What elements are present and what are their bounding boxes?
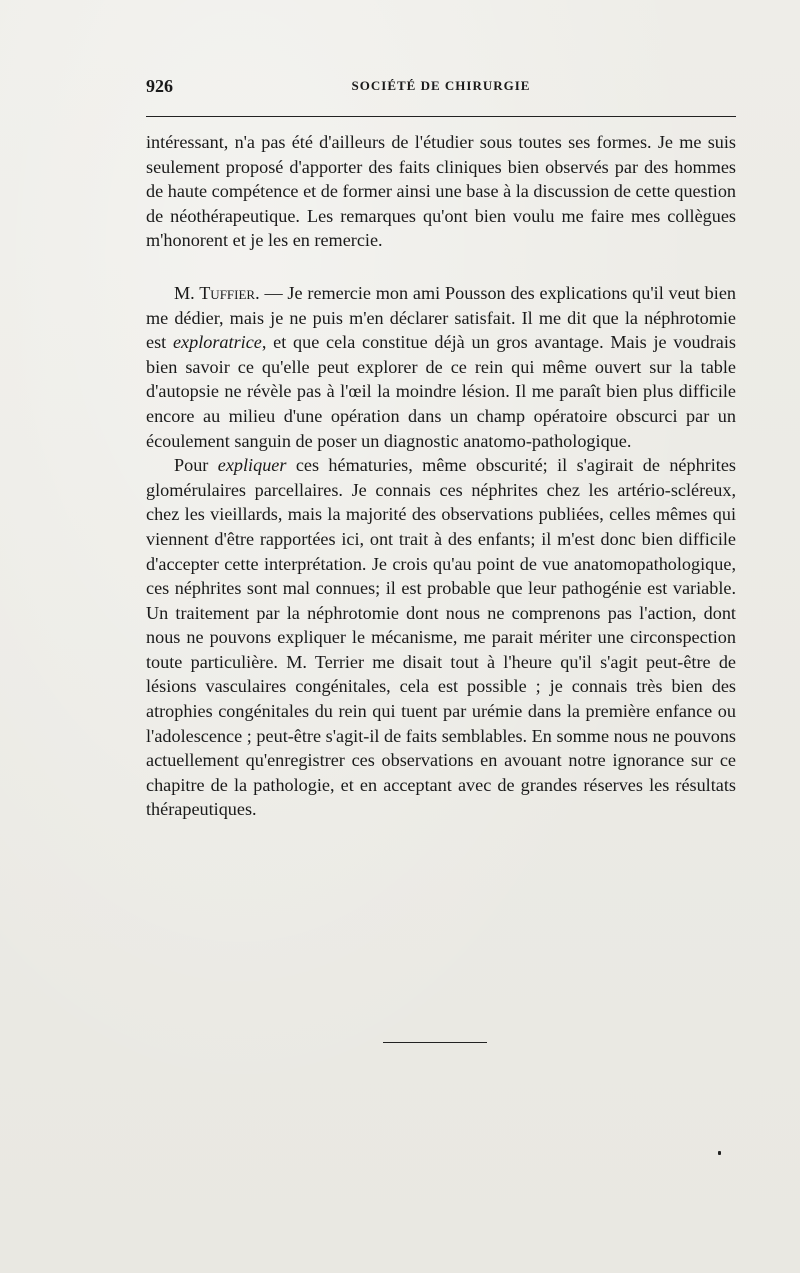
paragraph-2-text-a: — Je remercie mon ami Pousson des explications qu'il veut bien me dédier, mais je ne puis m'en déclarer satisfait. Il me dit que la néphrotomie est: [146, 282, 736, 353]
running-title: SOCIÉTÉ DE CHIRURGIE: [351, 78, 531, 93]
section-end-rule: [383, 1042, 487, 1043]
paragraph-2-italic: exploratrice: [172, 332, 262, 353]
speaker-name: M. Tuffier.: [174, 282, 260, 303]
paragraph-3-italic: expliquer: [217, 455, 287, 476]
page-header: [146, 76, 736, 100]
paragraph-3-lead: Pour: [174, 455, 218, 476]
paragraph-2: [146, 281, 736, 453]
ink-speck: [718, 1151, 721, 1155]
paragraph-3: [146, 453, 736, 822]
page-number: 926: [146, 76, 173, 96]
paragraph-2-text-b: , et que cela constitue déjà un gros avantage. Mais je voudrais bien savoir ce qu'elle peut explorer de ce rein qui même ouvert sur la table d'autopsie ne révèle pas à l'œil la moindre lésion. Il me paraît bien plus difficile encore au milieu d'une opération dans un champ opératoire obscurci par un écoulement sanguin de poser un diagnostic anatomo-pathologique.: [146, 332, 736, 451]
body-text: [146, 130, 736, 822]
paragraph-gap: [146, 253, 736, 281]
paragraph-3-text: ces hématuries, même obscurité; il s'agirait de néphrites glomérulaires parcellaires. Je connais ces néphrites chez les artério-scléreux, chez les vieillards, mais la majorité des observations publiées, celles mêmes qui viennent d'être rapportées ici, ont trait à des enfants; il m'est donc bien difficile d'accepter cette interprétation. Je crois qu'au point de vue anatomopathologique, ces néphrites sont mal connues; il est probable que leur pathogénie est variable. Un traitement par la néphrotomie dont nous ne comprenons pas l'action, dont nous ne pouvons expliquer le mécanisme, me parait mériter une circonspection toute particulière. M. Terrier me disait tout à l'heure qu'il s'agit peut-être de lésions vasculaires congénitales, cela est possible ; je connais très bien des atrophies congénitales du rein qui tuent par urémie dans la première enfance ou l'adolescence ; peut-être s'agit-il de faits semblables. En somme nous ne pouvons actuellement qu'enregistrer ces observations en avouant notre ignorance sur ce chapitre de la pathologie, et en acceptant avec de grandes réserves les résultats thérapeutiques.: [146, 455, 736, 820]
header-rule: [146, 116, 736, 117]
paragraph-1: intéressant, n'a pas été d'ailleurs de l'étudier sous toutes ses formes. Je me suis seulement proposé d'apporter des faits cliniques bien observés par des hommes de haute compétence et de former ainsi une base à la discussion de cette question de néothérapeutique. Les remarques qu'ont bien voulu me faire mes collègues m'honorent et je les en remercie.: [146, 132, 736, 251]
